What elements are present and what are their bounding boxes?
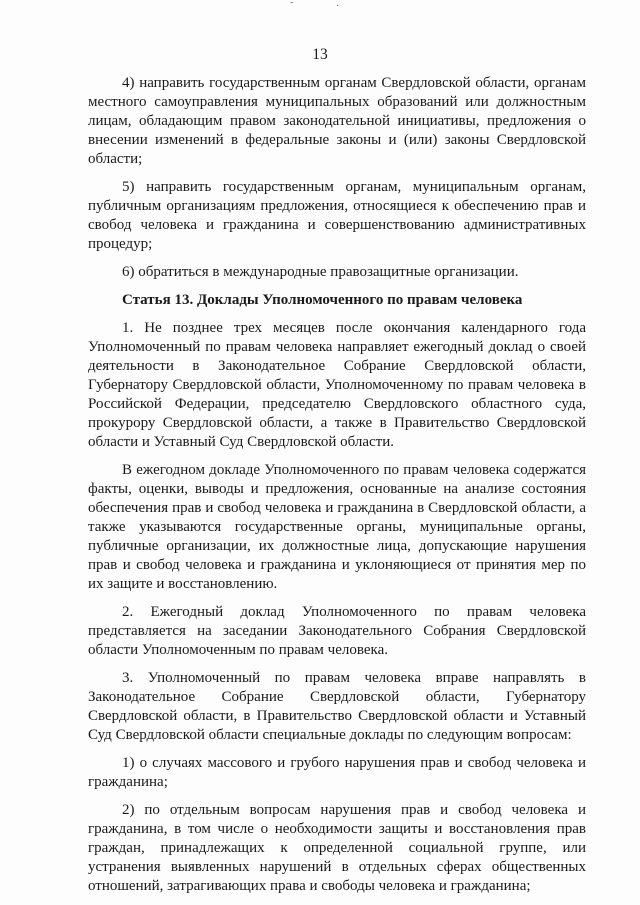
document-body	[88, 74, 586, 905]
paragraph-item-6: 6) обратиться в международные правозащитные организации.	[122, 264, 519, 280]
scan-artifact: ˜	[290, 1, 294, 12]
article-subitem-2: 2) по отдельным вопросам нарушения прав и свобод человека и гражданина, в том числе о необходимости защиты и восстановления прав граждан, принадлежащих к определенной социальной группе, или устранения выявленных нарушений в отдельных сферах общественных отношений, затрагивающих права и свободы человека и гражданина;	[88, 802, 586, 894]
paragraph-item-5: 5) направить государственным органам, муниципальным органам, публичным организациям предложения, относящиеся к обеспечению прав и свобод человека и гражданина и совершенствованию административных процедур;	[88, 179, 586, 252]
scan-artifact: ·	[336, 1, 340, 12]
article-paragraph-annual-report: В ежегодном докладе Уполномоченного по правам человека содержатся факты, оценки, выводы и предложения, основанные на анализе состояния обеспечения прав и свобод человека и гражданина в Свердловской области, а также указываются государственные органы, муниципальные органы, публичные организации, их должностные лица, допускающие нарушения прав и свобод человека и гражданина и уклоняющиеся от принятия мер по их защите и восстановлению.	[88, 462, 586, 592]
page-number: 13	[312, 46, 328, 63]
article-paragraph-3: 3. Уполномоченный по правам человека вправе направлять в Законодательное Собрание Свердловской области, Губернатору Свердловской области, в Правительство Свердловской области и Уставный Суд Свердловской области специальные доклады по следующим вопросам:	[88, 670, 586, 743]
article-heading: Статья 13. Доклады Уполномоченного по правам человека	[122, 292, 523, 308]
article-paragraph-1: 1. Не позднее трех месяцев после окончания календарного года Уполномоченный по правам человека направляет ежегодный доклад о своей деятельности в Законодательное Собрание Свердловской области, Губернатору Свердловской области, Уполномоченному по правам человека в Российской Федерации, председателю Свердловского областного суда, прокурору Свердловской области, а также в Правительство Свердловской области и Уставный Суд Свердловской области.	[88, 320, 586, 450]
article-subitem-1: 1) о случаях массового и грубого нарушения прав и свобод человека и гражданина;	[88, 755, 586, 790]
paragraph-item-4: 4) направить государственным органам Свердловской области, органам местного самоуправления муниципальных образований или должностным лицам, обладающим правом законодательной инициативы, предложения о внесении изменений в федеральные законы и (или) законы Свердловской области;	[88, 75, 586, 167]
article-paragraph-2: 2. Ежегодный доклад Уполномоченного по правам человека представляется на заседании Законодательного Собрания Свердловской области Уполномоченным по правам человека.	[88, 604, 586, 658]
